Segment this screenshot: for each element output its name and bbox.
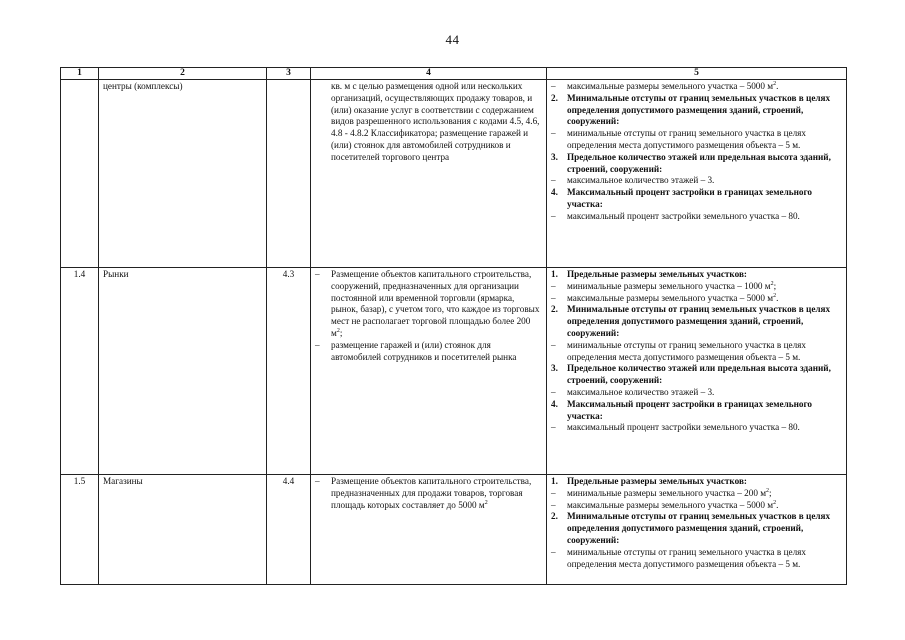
parameter-item [551,81,842,93]
use-parameters [547,80,847,268]
use-parameters [547,268,847,475]
parameter-text: максимальные размеры земельного участка – 5000 $м^2$. [567,499,779,510]
parameter-text: минимальные размеры земельного участка – 1000 $м^2$; [567,280,777,291]
use-code [267,80,311,268]
parameter-heading [551,93,842,128]
dash-marker: – [551,487,556,498]
list-number: 4. [551,398,558,409]
parameter-text: Предельное количество этажей или предельная высота зданий, строений, сооружений: [567,363,831,386]
table-row [61,80,847,268]
parameter-heading [551,476,842,488]
dash-marker: – [551,422,556,433]
list-number: 1. [551,269,558,279]
dash-marker: – [551,546,556,557]
use-name: центры (комплексы) [99,80,267,268]
header-col-2: 2 [99,68,267,80]
dash-marker: – [551,210,556,221]
use-name: Магазины [99,475,267,585]
row-number: 1.4 [61,268,99,475]
list-number: 2. [551,511,558,522]
table-row [61,475,847,585]
dash-marker: – [315,476,320,486]
parameter-text: максимальные размеры земельного участка – 5000 $м^2$. [567,292,779,303]
description-item-text: размещение гаражей и (или) стоянок для автомобилей сотрудников и посетителей рынка [331,339,517,362]
parameter-text: максимальный процент застройки земельного участка – 80. [567,422,800,433]
header-col-5: 5 [547,68,847,80]
description-item [315,340,542,364]
page-number: 44 [445,32,460,47]
parameter-item [551,488,842,500]
dash-marker: – [551,81,556,91]
parameter-item [551,547,842,571]
parameter-text: Максимальный процент застройки в границах земельного участка: [567,398,813,421]
parameter-text: Предельные размеры земельных участков: [567,476,747,486]
table-row [61,268,847,475]
parameter-heading [551,304,842,339]
description-item-text: Размещение объектов капитального строительства, предназначенных для продажи товаров, торговая площадь которых составляет до 5000 $м^2$ [331,476,532,510]
description-item [315,476,542,511]
use-code: 4.3 [267,268,311,475]
use-name: Рынки [99,268,267,475]
parameter-text: Предельные размеры земельных участков: [567,269,747,279]
list-number: 2. [551,304,558,315]
description-text: кв. м с целью размещения одной или нескольких организаций, осуществляющих продажу товаров, и (или) оказание услуг в соответствии с содержанием видов разрешенного использования с кодами 4.5, 4.6, 4.8 - 4.8.2 Классификатора; размещение гаражей и (или) стоянок для автомобилей сотрудников и посетителей торгового центра [331,81,540,162]
parameter-heading [551,399,842,423]
parameter-heading [551,511,842,546]
parameter-text: минимальные размеры земельного участка – 200 $м^2$; [567,487,772,498]
parameter-text: максимальное количество этажей – 3. [567,175,715,186]
parameter-item [551,175,842,187]
dash-marker: – [551,280,556,291]
dash-marker: – [551,499,556,510]
parameter-item [551,340,842,364]
parameter-item [551,387,842,399]
use-code: 4.4 [267,475,311,585]
parameter-text: максимальные размеры земельного участка – 5000 $м^2$. [567,80,779,91]
header-col-1: 1 [61,68,99,80]
parameter-text: минимальные отступы от границ земельного участка в целях определения места допустимого размещения объекта – 5 м. [567,339,806,362]
parameter-heading [551,269,842,281]
parameter-heading [551,152,842,176]
dash-marker: – [551,386,556,397]
parameter-text: Минимальные отступы от границ земельных участков в целях определения допустимого размещения зданий, строений, сооружений: [567,511,831,545]
description-item [315,269,542,340]
list-number: 2. [551,92,558,103]
dash-marker: – [551,175,556,186]
dash-marker: – [551,339,556,350]
dash-marker: – [315,339,320,350]
parameter-text: максимальное количество этажей – 3. [567,386,715,397]
use-description [311,475,547,585]
zoning-table [60,67,847,585]
use-parameters [547,475,847,585]
description-item-text: Размещение объектов капитального строительства, сооружений, предназначенных для организации постоянной или временной торговли (ярмарка, рынок, базар), с учетом того, что каждое из торговых мест не располагает торговой площадью более 200 $м^2$; [331,269,540,338]
parameter-item [551,281,842,293]
parameter-heading [551,187,842,211]
parameter-text: Максимальный процент застройки в границах земельного участка: [567,187,813,209]
dash-marker: – [551,128,556,139]
list-number: 3. [551,363,558,374]
parameter-text: минимальные отступы от границ земельного участка в целях определения места допустимого размещения объекта – 5 м. [567,546,806,569]
parameter-text: минимальные отступы от границ земельного участка в целях определения места допустимого размещения объекта – 5 м. [567,128,806,150]
list-number: 3. [551,151,558,162]
parameter-item [551,128,842,152]
header-col-4: 4 [311,68,547,80]
dash-marker: – [315,269,320,279]
row-number [61,80,99,268]
parameter-item [551,500,842,512]
header-row [61,68,847,80]
parameter-text: Минимальные отступы от границ земельных участков в целях определения допустимого размещения зданий, строений, сооружений: [567,92,831,127]
parameter-item [551,293,842,305]
parameter-item [551,422,842,434]
use-description [311,80,547,268]
list-number: 4. [551,187,558,198]
dash-marker: – [551,292,556,303]
parameter-text: максимальный процент застройки земельного участка – 80. [567,210,800,221]
header-col-3: 3 [267,68,311,80]
parameter-item [551,211,842,223]
parameter-heading [551,363,842,387]
parameter-text: Предельное количество этажей или предельная высота зданий, строений, сооружений: [567,151,831,174]
row-number: 1.5 [61,475,99,585]
use-description [311,268,547,475]
parameter-text: Минимальные отступы от границ земельных участков в целях определения допустимого размещения зданий, строений, сооружений: [567,304,831,338]
list-number: 1. [551,476,558,486]
